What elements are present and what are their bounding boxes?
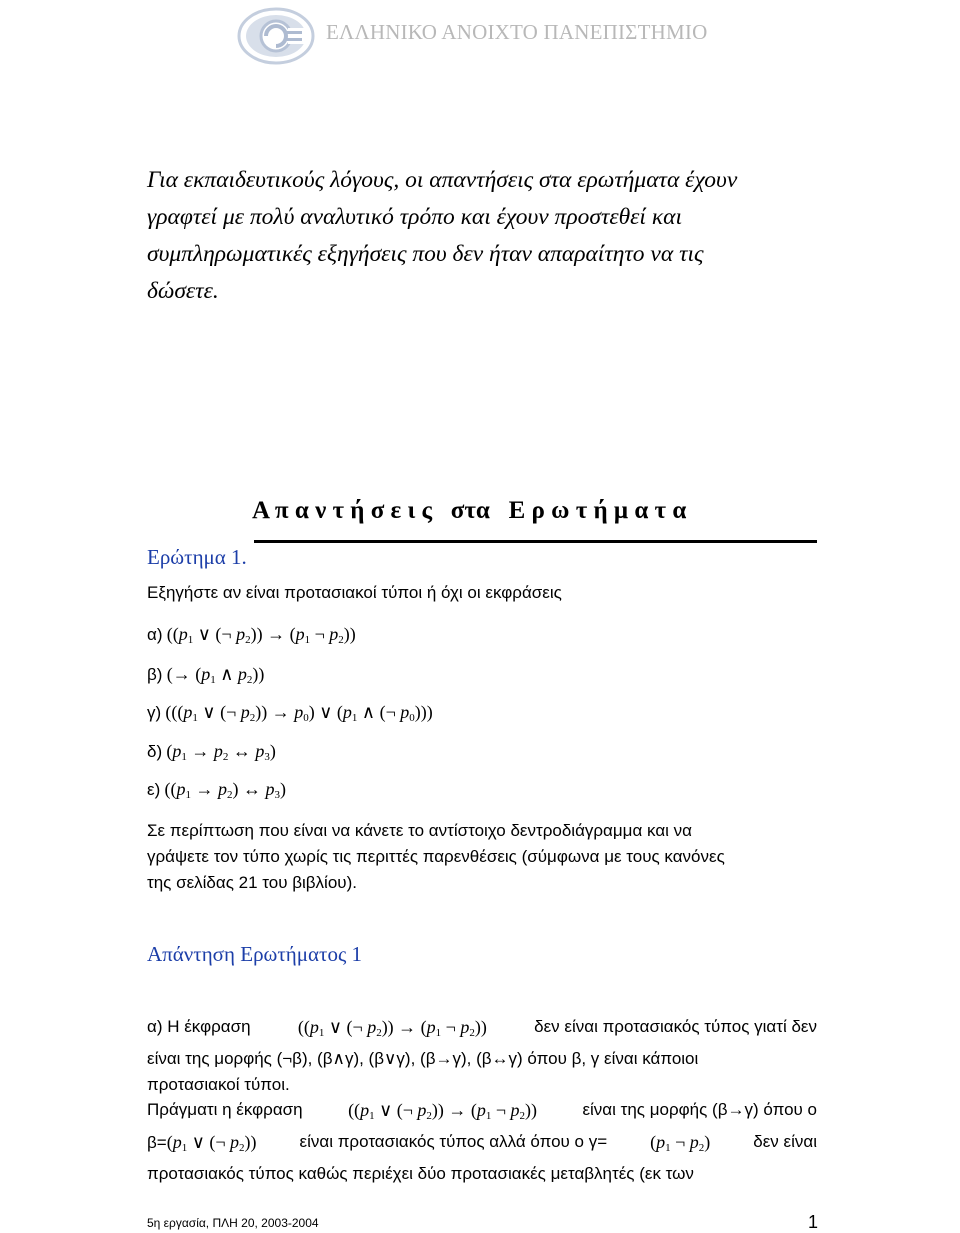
footer-text: 5η εργασία, ΠΛΗ 20, 2003-2004 (147, 1216, 319, 1230)
section-divider (254, 540, 817, 543)
item-label: ε) (147, 780, 161, 799)
instruction-line: γράψετε τον τύπο χωρίς τις περιττές παρενθέσεις (σύμφωνα με τους κανόνες (147, 847, 725, 866)
organization-name: ΕΛΛΗΝΙΚΟ ΑΝΟΙΧΤΟ ΠΑΝΕΠΙΣΤΗΜΙΟ (326, 20, 708, 44)
gamma-formula: ($p_1$ ¬ $p_2$) (650, 1132, 711, 1154)
answer-formula: (($p_1$ ∨ (¬ $p_2)) \to (p_1$ ¬ $p_2$)) (348, 1100, 538, 1122)
item-label: β) (147, 665, 163, 684)
answer-paragraph-2 (147, 1097, 817, 1187)
section-title: Α π α ν τ ή σ ε ι ς στα Ε ρ ω τ ή μ α τ α (252, 497, 687, 524)
question-item (147, 664, 264, 686)
instruction-line: Σε περίπτωση που είναι να κάνετε το αντίστοιχο δεντροδιάγραμμα και να (147, 821, 692, 840)
beta-formula: ($p_1$ ∨ (¬ $p_2$)) (166, 1132, 257, 1154)
answer-text: δεν είναι προτασιακός τύπος γιατί δεν (534, 1017, 817, 1036)
item-formula: ($p_1 \to p_2$ ↔ $p_3$) (166, 741, 276, 763)
item-formula: ($(p_1 \to p_2)$ ↔ $p_3$) (164, 779, 286, 801)
answer-line (147, 1129, 817, 1161)
question-item (147, 702, 433, 724)
beta-prefix: β= (147, 1133, 167, 1152)
page-number: 1 (808, 1212, 819, 1232)
question-instructions (147, 818, 827, 896)
item-formula: (($p_1$ ∨ (¬ $p_2)) \to (p_1$ ¬ $p_2$)) (166, 624, 356, 646)
answer-lead: α) Η έκφραση (147, 1017, 251, 1036)
intro-paragraph (147, 162, 827, 310)
answer-text: είναι της μορφής (β→γ) όπου ο (582, 1100, 817, 1119)
intro-line: Για εκπαιδευτικούς λόγους, οι απαντήσεις στα ερωτήματα έχουν (147, 167, 738, 193)
instruction-line: της σελίδας 21 του βιβλίου). (147, 873, 357, 892)
question-item (147, 624, 356, 646)
answer-line (147, 1097, 817, 1129)
question-item (147, 741, 276, 763)
question-item (147, 779, 286, 801)
intro-line: συμπληρωματικές εξηγήσεις που δεν ήταν απαραίτητο να τις (147, 241, 704, 267)
intro-line: γραφτεί με πολύ αναλυτικό τρόπο και έχουν προστεθεί και (147, 204, 682, 230)
answer-formula: (($p_1$ ∨ (¬ $p_2)) \to (p_1$ ¬ $p_2$)) (297, 1017, 487, 1039)
intro-line: δώσετε. (147, 278, 219, 304)
question-prompt: Εξηγήστε αν είναι προτασιακοί τύποι ή όχι οι εκφράσεις (147, 583, 562, 602)
university-seal-icon (236, 6, 316, 66)
answer-line (147, 1014, 817, 1046)
answer-title: Απάντηση Ερωτήματος 1 (147, 942, 363, 966)
answer-lead: Πράγματι η έκφραση (147, 1100, 303, 1119)
answer-line: προτασιακός τύπος καθώς περιέχει δύο προτασιακές μεταβλητές (εκ των (147, 1164, 694, 1183)
question-title: Ερώτημα 1. (147, 545, 247, 569)
item-formula: ((($p_1$ ∨ (¬ $p_2)) \to p_0$) ∨ ($p_1$ ∧ (¬ $p_0$))) (165, 702, 433, 724)
answer-line: προτασιακοί τύποι. (147, 1075, 290, 1094)
item-formula: (→ ($p_1$ ∧ $p_2$)) (166, 664, 265, 686)
answer-line: είναι της μορφής (¬β), (β∧γ), (β∨γ), (β→γ), (β↔γ) όπου β, γ είναι κάποιοι (147, 1049, 699, 1068)
answer-paragraph-1 (147, 1014, 817, 1098)
item-label: γ) (147, 703, 162, 722)
item-label: α) (147, 625, 163, 644)
answer-text: δεν είναι (753, 1132, 817, 1151)
item-label: δ) (147, 742, 163, 761)
answer-text: είναι προτασιακός τύπος αλλά όπου ο γ= (299, 1132, 608, 1151)
